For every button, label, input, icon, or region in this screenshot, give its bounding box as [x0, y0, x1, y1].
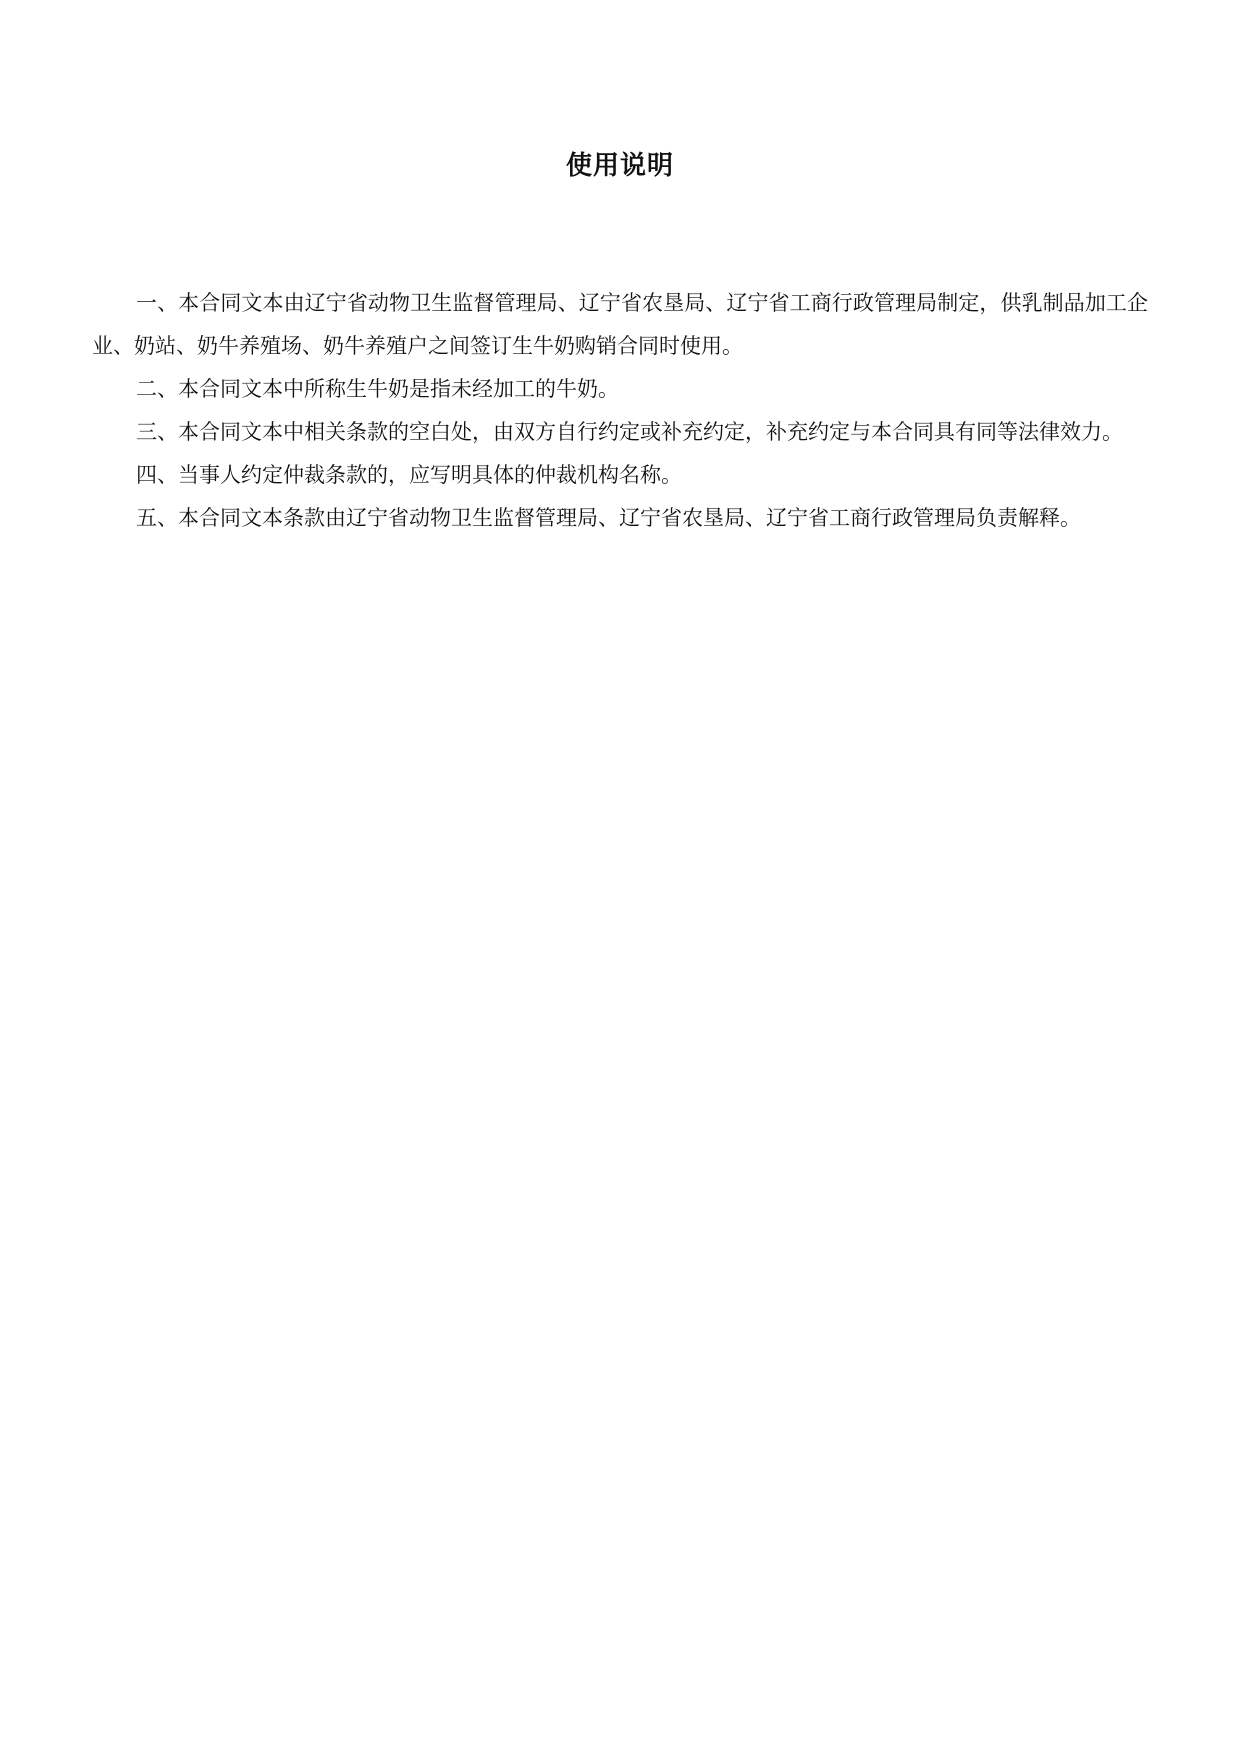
instruction-paragraph-1: 一、本合同文本由辽宁省动物卫生监督管理局、辽宁省农垦局、辽宁省工商行政管理局制定，供乳制品加工企业、奶站、奶牛养殖场、奶牛养殖户之间签订生牛奶购销合同时使用。: [92, 291, 1148, 358]
instruction-paragraph-3: 三、本合同文本中相关条款的空白处，由双方自行约定或补充约定，补充约定与本合同具有同等法律效力。: [136, 420, 1123, 444]
instruction-paragraph-2: 二、本合同文本中所称生牛奶是指未经加工的牛奶。: [136, 377, 619, 401]
document-title: 使用说明: [565, 151, 674, 181]
instruction-paragraph-5: 五、本合同文本条款由辽宁省动物卫生监督管理局、辽宁省农垦局、辽宁省工商行政管理局负责解释。: [136, 506, 1081, 530]
instructions-body: [92, 282, 1148, 540]
instruction-paragraph-4: 四、当事人约定仲裁条款的，应写明具体的仲裁机构名称。: [136, 463, 682, 487]
